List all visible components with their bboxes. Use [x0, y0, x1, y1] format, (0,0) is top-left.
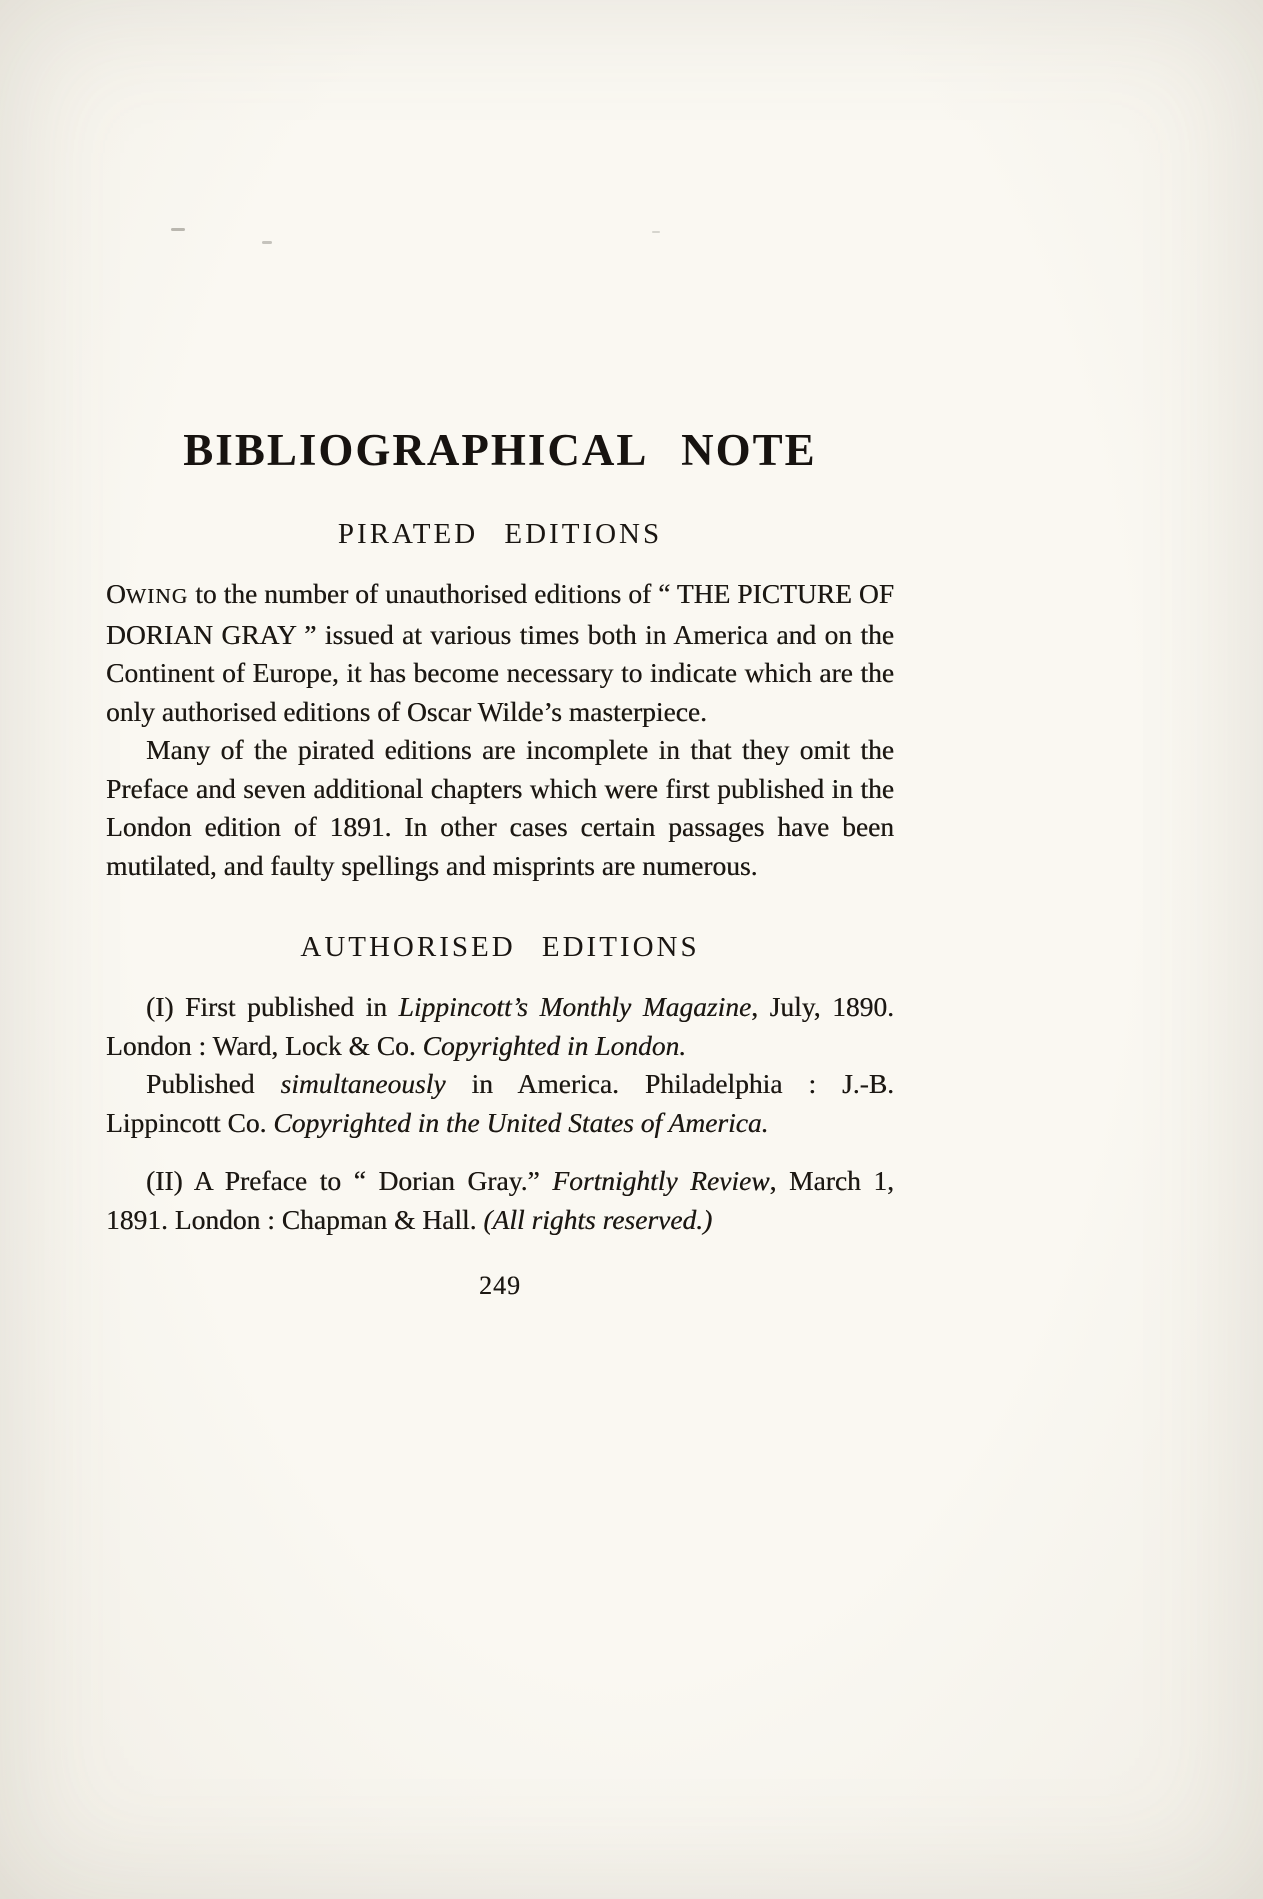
paragraph-first-published: (I) First published in Lippincott’s Monthly Magazine, July, 1890. London : Ward, Lock & Co. Copyrighted in London.	[106, 991, 894, 1061]
page-number: 249	[479, 1271, 521, 1300]
paragraph-preface: (II) A Preface to “ Dorian Gray.” Fortnightly Review, March 1, 1891. London : Chapman & Hall. (All rights reserved.)	[106, 1165, 894, 1235]
paragraph-many-pirated: Many of the pirated editions are incomplete in that they omit the Preface and seven additional chapters which were first published in the London edition of 1891. In other cases certain passages have been mutilated, and faulty spellings and misprints are numerous.	[106, 734, 894, 881]
paragraph-published-simultaneously: Published simultaneously in America. Philadelphia : J.-B. Lippincott Co. Copyrighted in the United States of America.	[106, 1068, 895, 1138]
section-heading-authorised-editions: AUTHORISED EDITIONS	[300, 931, 700, 963]
paragraph-owing: OWING to the number of unauthorised editions of “ THE PICTURE OF DORIAN GRAY ” issued at various times both in America and on the Continent of Europe, it has become necessary to indicate which are the only authorised editions of Oscar Wilde’s masterpiece.	[106, 578, 894, 727]
text-block	[106, 0, 894, 1301]
section-heading-pirated-editions: PIRATED EDITIONS	[337, 518, 663, 550]
page-title: BIBLIOGRAPHICAL NOTE	[183, 425, 817, 475]
